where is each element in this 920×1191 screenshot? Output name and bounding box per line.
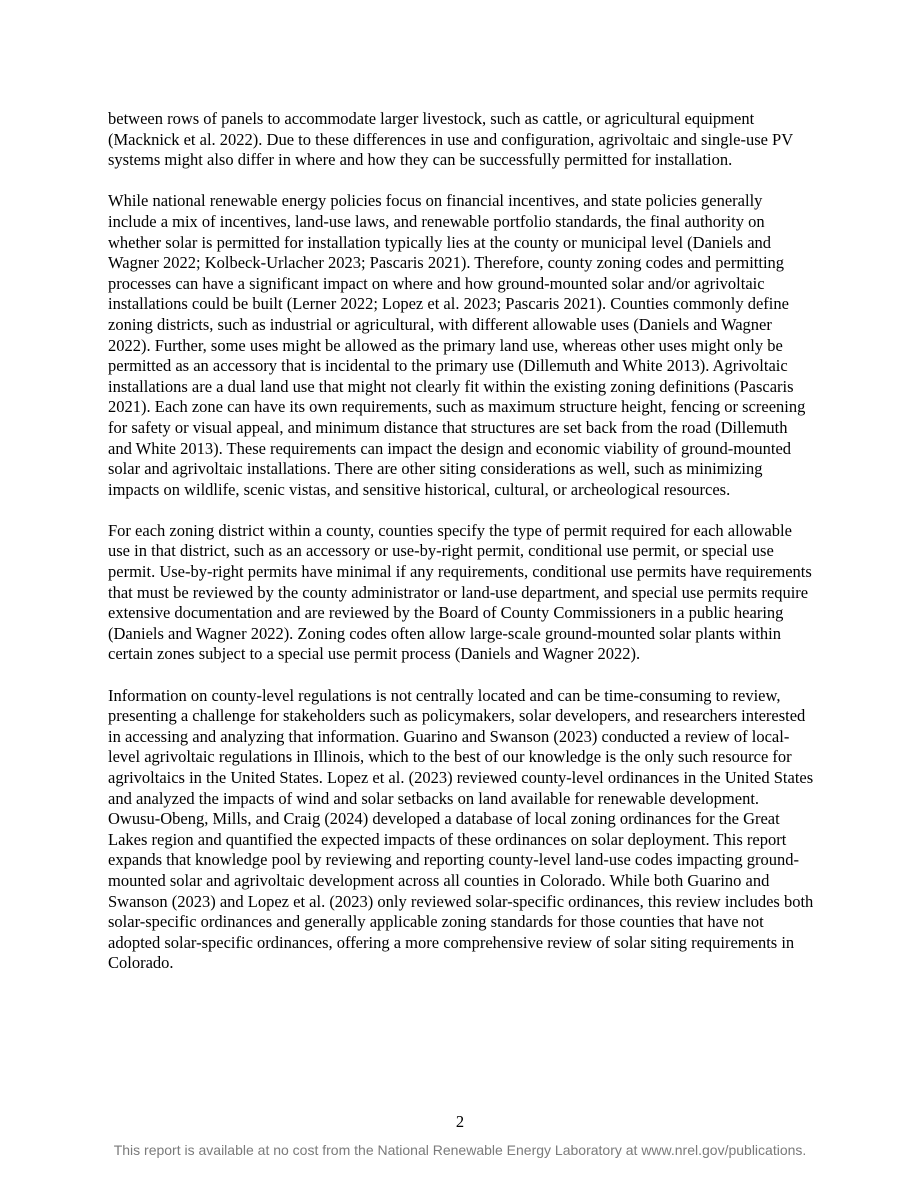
page-number: 2 [455, 1112, 465, 1131]
body-text [108, 109, 814, 995]
paragraph-4: Information on county-level regulations is not centrally located and can be time-consuming to review, presenting a challenge for stakeholders such as policymakers, solar developers, and researchers interested in accessing and analyzing that information. Guarino and Swanson (2023) conducted a review of local-level agrivoltaic regulations in Illinois, which to the best of our knowledge is the only such resource for agrivoltaics in the United States. Lopez et al. (2023) reviewed county-level ordinances in the United States and analyzed the impacts of wind and solar setbacks on land available for renewable development. Owusu-Obeng, Mills, and Craig (2024) developed a database of local zoning ordinances for the Great Lakes region and quantified the expected impacts of these ordinances on solar deployment. This report expands that knowledge pool by reviewing and reporting county-level land-use codes impacting ground-mounted solar and agrivoltaic development across all counties in Colorado. While both Guarino and Swanson (2023) and Lopez et al. (2023) only reviewed solar-specific ordinances, this review includes both solar-specific ordinances and generally applicable zoning standards for those counties that have not adopted solar-specific ordinances, offering a more comprehensive review of solar siting requirements in Colorado. [108, 685, 814, 973]
paragraph-1: between rows of panels to accommodate larger livestock, such as cattle, or agricultural equipment (Macknick et al. 2022). Due to these differences in use and configuration, agrivoltaic and single-use PV systems might also differ in where and how they can be successfully permitted for installation. [108, 109, 793, 170]
paragraph-3: For each zoning district within a county, counties specify the type of permit required for each allowable use in that district, such as an accessory or use-by-right permit, conditional use permit, or special use permit. Use-by-right permits have minimal if any requirements, conditional use permits have requirements that must be reviewed by the county administrator or land-use department, and special use permits require extensive documentation and are reviewed by the Board of County Commissioners in a public hearing (Daniels and Wagner 2022). Zoning codes often allow large-scale ground-mounted solar plants within certain zones subject to a special use permit process (Daniels and Wagner 2022). [108, 520, 812, 664]
paragraph-2: While national renewable energy policies focus on financial incentives, and state policies generally include a mix of incentives, land-use laws, and renewable portfolio standards, the final authority on whether solar is permitted for installation typically lies at the county or municipal level (Daniels and Wagner 2022; Kolbeck-Urlacher 2023; Pascaris 2021). Therefore, county zoning codes and permitting processes can have a significant impact on where and how ground-mounted solar and/or agrivoltaic installations could be built (Lerner 2022; Lopez et al. 2023; Pascaris 2021). Counties commonly define zoning districts, such as industrial or agricultural, with different allowable uses (Daniels and Wagner 2022). Further, some uses might be allowed as the primary land use, whereas other uses might only be permitted as an accessory that is incidental to the primary use (Dillemuth and White 2013). Agrivoltaic installations are a dual land use that might not clearly fit within the existing zoning definitions (Pascaris 2021). Each zone can have its own requirements, such as maximum structure height, fencing or screening for safety or visual appeal, and minimum distance that structures are set back from the road (Dillemuth and White 2013). These requirements can impact the design and economic viability of ground-mounted solar and agrivoltaic installations. There are other siting considerations as well, such as minimizing impacts on wildlife, scenic vistas, and sensitive historical, cultural, or archeological resources. [108, 191, 806, 499]
footer-availability-note: This report is available at no cost from the National Renewable Energy Laboratory at www.nrel.gov/publications. [113, 1142, 807, 1158]
